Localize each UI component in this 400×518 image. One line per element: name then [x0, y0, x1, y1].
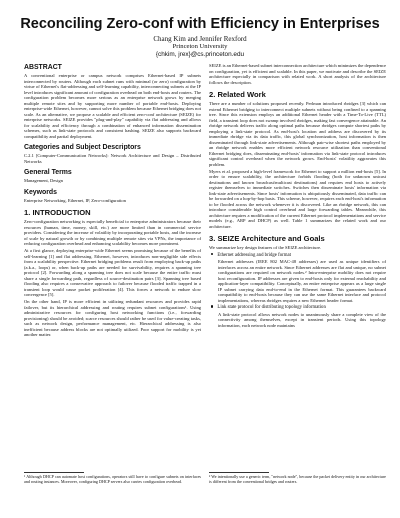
seize-description-paragraph: SEIZE is an Ethernet-based subnet interconnection architecture which minimizes the dependence on configuration, yet is efficient and scalable. In this paper, we motivate and describe the SEIZE architecture especially in comparison with related work. A short analysis of the architecture follows the description.: [209, 63, 387, 85]
architecture-heading: 3. SEIZE Architecture and Goals: [209, 234, 325, 243]
introduction-paragraph-3: On the other hand, IP is more efficient in utilizing redundant resources and provides rapid failover, but its hierarchical addressing and routing requires subnet configurations¹. Using administrative resources for configuring host networking functions (i.e., forwarding provisioning) should be avoided; scarce resources should rather be used for value-creating tasks, such as network design, performance management, etc. Hierarchical addressing is also inefficient because address blocks are not optimally utilized. Poor support for mobility is yet another matter.: [24, 299, 201, 337]
footnote-left: [24, 472, 201, 485]
footnote-rule: [24, 472, 84, 473]
bullet-label-link-state: Link state protocol for distributing topology information: [217, 305, 326, 310]
bullet-text-link-state: A link-state protocol allows network nodes to unanimously share a complete view of the connectivity among themselves, except in transient periods. Using this topology information, each network node maintains: [218, 311, 386, 328]
introduction-paragraph-1: Zero-configuration networking is especially beneficial to enterprise administrators because their resources (human, time, money, skill, etc.) are more limited than in commercial service providers. Considering the increase of volatility by incorporating portable hosts, and the increase of scale by natural growth or by combining multiple remote sites via VPNs, the importance of reducing configuration overhead and enhancing scalability becomes more prominent.: [24, 219, 201, 246]
introduction-heading: 1. INTRODUCTION: [24, 208, 91, 217]
footnote-rule: [209, 472, 269, 473]
paper-header: [0, 8, 400, 59]
related-work-paragraph-1: There are a number of solutions proposed recently. Perlman introduced rbridges [3] which can extend Ethernet bridging to interconnect multiple subnets without being confined to a spanning tree. Since this extension employs an additional Ethernet header with a Time-To-Live (TTL) field, a transient loop does not swamp involved rbridges, making fast convergence attainable. An rbridge network delivers traffic along optimal paths because rbridges compute shortest paths by employing a link-state protocol. As end-host's location and address are discovered by its immediate rbridge via its data traffic, this global synchronization, host information is then disseminated through link-state advertisements. Although pair-wise shortest paths employed by an rbridge network enables more efficient network resource utilization than conventional Ethernet bridging does, disseminating end-hosts' information via link-state protocol introduces significant control overhead when the network grows. End-hosts' volatility aggravates this problem.: [209, 101, 386, 167]
right-column: [209, 63, 386, 329]
footnote-right: [209, 472, 386, 485]
general-terms-heading: General Terms: [24, 169, 72, 176]
abstract-text: A conventional enterprise or campus network comprises Ethernet-based IP subnets interconnected by routers. Although each subnet runs with minimal (or zero) configuration by virtue of Ethernet's flat-addressing and self-learning capability, interconnecting subnets at the IP level introduces significant amount of configuration overhead on both end-hosts and routers. The configuration problem becomes more serious as an enterprise network grows by merging multiple remote sites and by supporting more number of portable end-hosts. Deploying enterprise-wide Ethernet, however, cannot solve this problem because Ethernet bridging does not scale. As an alternative, we propose a scalable and efficient zero-conf architecture (SEIZE) for enterprise networks. SEIZE provides "plug-and-play" capability via flat addressing and allows for scalability and efficiency through a combination of enhanced information dissemination schemes, such as link-state protocols and consistent hashing. SEIZE also supports backward compatibility and partial deployment.: [24, 73, 201, 139]
bullet-item: [209, 305, 386, 311]
categories-text: C.2.1 [Computer-Communication Networks]: Network Architecture and Design – Distributed Networks: [24, 153, 201, 164]
categories-heading: Categories and Subject Descriptors: [24, 144, 141, 151]
bullet-text-addressing: Ethernet addresses (IEEE 802 MAC-48 addresses) are used as unique identifiers of interfaces across an entire network. Since Ethernet addresses are flat and unique, no subnet configurations are required on network nodes.² Intra-enterprise mobility does not require host reconfiguration. IP addresses are given to end-hosts only for external reachability and application-layer compatibility. Conceptually, an entire enterprise appears as a large single IP subnet carrying data end-to-end in the Ethernet format. This guarantees backward compatibility to end-hosts because they can use the same Ethernet interface and protocol implementations, whereas rbridges requires a new Ethernet header format.: [218, 259, 386, 303]
paper-authors: Chang Kim and Jennifer Rexford: [153, 35, 247, 43]
bullet-icon: [211, 253, 213, 255]
keywords-heading: Keywords: [24, 188, 57, 196]
footnote-1: ¹ Although DHCP can automate host configurations, operators still have to configure subnets on interfaces and routing instances. Moreover, configuring DHCP servers also carries configuration overhead.: [24, 474, 201, 484]
related-work-heading: 2. Related Work: [209, 90, 266, 99]
related-work-paragraph-2: Myers et al. proposed a high-level framework for Ethernet to support a million end-hosts [5]. In order to ensure scalability, the architecture forbids flooding (both for unknown unicast destinations and known broadcast/multicast destinations) and requires end hosts to actively register themselves to immediate switches. Switches then disseminate hosts' information via link-state advertisements. Since hosts' information is ubiquitously disseminated, data traffic can be forwarded on a hop-by-hop basis. This scheme, however, requires each end-host's information to be flooded across the network whenever it is discovered. Like an rbridge network, this can introduce considerable high control overhead and large forwarding tables. Meanwhile, this architecture requires a modification of the current Ethernet protocol implementations and service models (e.g., ARP and DHCP) as well. Table 1 summarizes the related work and our architecture.: [209, 168, 386, 229]
bullet-icon: [211, 305, 213, 307]
left-column: [24, 63, 201, 339]
bullet-item: [209, 253, 386, 259]
general-terms-text: Management, Design: [24, 178, 63, 183]
paper-affiliation: Princeton University: [172, 43, 228, 50]
bullet-label-addressing: Ethernet addressing and bridge format: [217, 252, 291, 258]
keywords-text: Enterprise Networking, Ethernet, IP, Zero-configuration: [24, 197, 126, 203]
footnote-2: ² We intentionally use a generic term, "network node", because the packet delivery entity in our architecture is different from the conventional bridges and routers.: [209, 474, 386, 484]
architecture-intro: We summarize key design features of the SEIZE architecture.: [209, 245, 322, 250]
paper-emails: {chkim, jrex}@cs.princeton.edu: [155, 51, 245, 58]
paper-title: Reconciling Zero-conf with Efficiency in Enterprises: [20, 16, 380, 32]
introduction-paragraph-2: At a first glance, deploying enterprise-wide Ethernet seems promising because of the benefits of self-learning [1] and flat addressing. Ethernet, however, introduces non-negligible side effects from a scalability perspective. Ethernet bridging problems result from employing back-up paths (a.k.a., loops) or, when back-up paths are needed for survivability, requires a spanning tree protocol [2]. Forwarding along a spanning tree does not scale because the entire traffic must share a single forwarding path, regardless of source-destination pairs [3]. Spanning tree based flooding also requires a conservative approach to failover because flooded traffic trapped in a transient loop would cause packet proliferation [4]. This forces a network to endure slow convergence [5].: [24, 248, 201, 297]
abstract-heading: ABSTRACT: [24, 64, 62, 71]
